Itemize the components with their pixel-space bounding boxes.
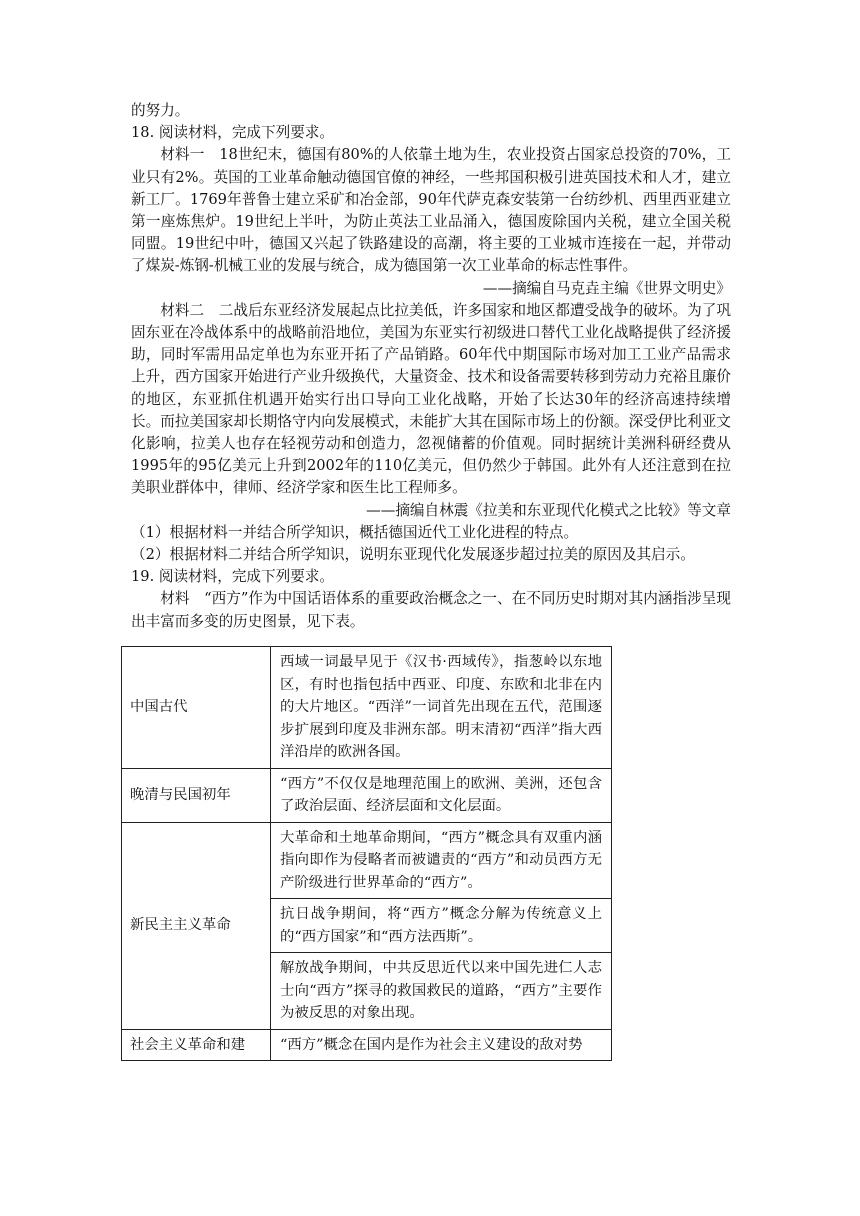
table-row [122,768,612,822]
description-cell: 大革命和土地革命期间，“西方”概念具有双重内涵指向即作为侵略者而被谴责的“西方”和动员西方无产阶级进行世界革命的“西方”。 [271,822,612,899]
q18-material-2-source: ——摘编自林震《拉美和东亚现代化模式之比较》等文章 [366,501,731,519]
description-cell: 解放战争期间，中共反思近代以来中国先进仁人志士向“西方”探寻的救国救民的道路，“西方”主要作为被反思的对象出现。 [271,953,612,1030]
intro-tail: 的努力。 [131,102,190,119]
q18-material-1: 材料一 18世纪末，德国有80%的人依靠土地为生，农业投资占国家总投资的70%，工业只有2%。英国的工业革命触动德国官僚的神经，一些邦国积极引进英国技术和人才，建立新工厂。1769年普鲁士建立采矿和冶金部，90年代萨克森安装第一台纺纱机、西里西亚建立第一座炼焦炉。19世纪上半叶，为防止英法工业品涌入，德国废除国内关税，建立全国关税同盟。19世纪中叶，德国又兴起了铁路建设的高潮，将主要的工业城市连接在一起，并带动了煤炭-炼钢-机械工业的发展与统合，成为德国第一次工业革命的标志性事件。 [131,146,731,275]
era-cell: 新民主主义革命 [122,822,271,1029]
description-cell: “西方”不仅仅是地理范围上的欧洲、美洲，还包含了政治层面、经济层面和文化层面。 [271,768,612,822]
q18-material-2: 材料二 二战后东亚经济发展起点比拉美低，许多国家和地区都遭受战争的破坏。为了巩固东亚在冷战体系中的战略前沿地位，美国为东亚实行初级进口替代工业化战略提供了经济援助，同时军需用品定单也为东亚开拓了产品销路。60年代中期国际市场对加工工业产品需求上升，西方国家开始进行产业升级换代，大量资金、技术和设备需要转移到劳动力充裕且廉价的地区，东亚抓住机遇开始实行出口导向工业化战略，开始了长达30年的经济高速持续增长。而拉美国家却长期恪守内向发展模式，未能扩大其在国际市场上的份额。深受伊比利亚文化影响，拉美人也存在轻视劳动和创造力，忽视储蓄的价值观。同时据统计美洲科研经费从1995年的95亿美元上升到2002年的110亿美元，但仍然少于韩国。此外有人还注意到在拉美职业群体中，律师、经济学家和医生比工程师多。 [131,301,731,497]
q19-heading: 19. 阅读材料，完成下列要求。 [131,568,334,586]
era-cell: 社会主义革命和建 [122,1029,271,1061]
table-row [122,647,612,769]
west-concept-table [121,646,612,1061]
table-row [122,822,612,899]
description-cell: 西域一词最早见于《汉书·西域传》，指葱岭以东地区，有时也指包括中西亚、印度、东欧和北非在内的大片地区。“西洋”一词首先出现在五代，范围逐步扩展到印度及非洲东部。明末清初“西洋”指大西洋沿岸的欧洲各国。 [271,647,612,769]
q18-material-1-source: ——摘编自马克垚主编《世界文明史》 [482,279,731,297]
q18-question-2: （2）根据材料二并结合所学知识，说明东亚现代化发展逐步超过拉美的原因及其启示。 [131,546,695,564]
table-row [122,1029,612,1061]
description-cell: 抗日战争期间，将“西方”概念分解为传统意义上的“西方国家”和“西方法西斯”。 [271,899,612,953]
document-page [131,100,731,633]
q18-question-1: （1）根据材料一并结合所学知识，概括德国近代工业化进程的特点。 [131,523,579,541]
q19-material: 材料 “西方”作为中国话语体系的重要政治概念之一、在不同历史时期对其内涵指涉呈现出丰富而多变的历史图景，见下表。 [131,590,731,630]
era-cell: 中国古代 [122,647,271,769]
era-cell: 晚清与民国初年 [122,768,271,822]
description-cell: “西方”概念在国内是作为社会主义建设的敌对势 [271,1029,612,1061]
q18-heading: 18. 阅读材料，完成下列要求。 [131,124,334,142]
